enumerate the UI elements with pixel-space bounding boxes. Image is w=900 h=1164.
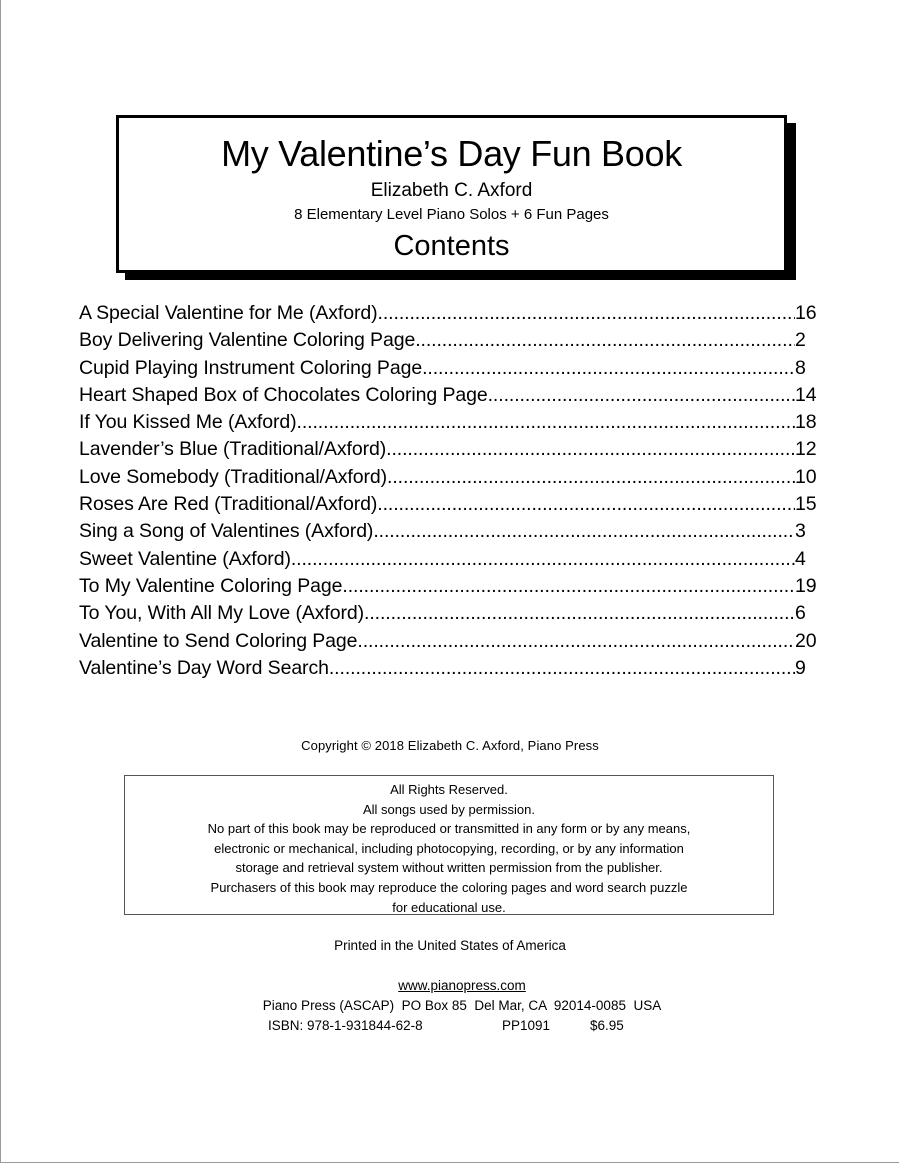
- toc-entry-title: Lavender’s Blue (Traditional/Axford): [79, 438, 387, 461]
- toc-entry-page: 20: [795, 629, 817, 652]
- toc-entry-title: Heart Shaped Box of Chocolates Coloring Page: [79, 383, 488, 406]
- toc-entry-page: 15: [795, 493, 817, 516]
- toc-entry-page: 18: [795, 411, 817, 434]
- dot-leader: [291, 548, 795, 571]
- title-box: [116, 115, 787, 273]
- toc-entry: [79, 329, 823, 356]
- toc-entry-page: 6: [795, 602, 806, 625]
- copyright-notice: Copyright © 2018 Elizabeth C. Axford, Piano Press: [301, 738, 599, 753]
- dot-leader: [364, 602, 795, 625]
- book-price: $6.95: [590, 1018, 624, 1033]
- rights-line: Purchasers of this book may reproduce the coloring pages and word search puzzle: [210, 879, 688, 895]
- dot-leader: [415, 329, 795, 352]
- dot-leader: [378, 302, 795, 325]
- toc-entry-title: Valentine’s Day Word Search: [79, 656, 329, 679]
- book-title: My Valentine’s Day Fun Book: [221, 133, 682, 174]
- toc-entry: [79, 602, 823, 629]
- toc-entry-title: Sweet Valentine (Axford): [79, 547, 291, 570]
- toc-entry-page: 8: [795, 356, 806, 379]
- toc-entry: [79, 384, 823, 411]
- dot-leader: [342, 575, 795, 598]
- rights-line: All Rights Reserved.: [390, 782, 508, 797]
- toc-entry-page: 4: [795, 547, 806, 570]
- toc-entry: [79, 520, 823, 547]
- publisher-website-link[interactable]: www.pianopress.com: [398, 978, 526, 993]
- table-of-contents: [79, 302, 823, 684]
- toc-entry: [79, 302, 823, 329]
- toc-entry: [79, 548, 823, 575]
- author-name: Elizabeth C. Axford: [370, 180, 533, 201]
- book-subtitle: 8 Elementary Level Piano Solos + 6 Fun Pages: [294, 206, 609, 223]
- toc-entry-page: 14: [795, 383, 817, 406]
- toc-entry-title: Boy Delivering Valentine Coloring Page: [79, 329, 416, 352]
- toc-entry-page: 2: [795, 329, 806, 352]
- printed-in-notice: Printed in the United States of America: [334, 938, 566, 953]
- isbn-number: ISBN: 978-1-931844-62-8: [268, 1018, 423, 1033]
- publisher-address: Piano Press (ASCAP) PO Box 85 Del Mar, CA 92014-0085 USA: [262, 998, 662, 1013]
- toc-entry-title: Valentine to Send Coloring Page: [79, 629, 358, 652]
- toc-entry: [79, 466, 823, 493]
- rights-notice-box: [124, 775, 774, 915]
- toc-entry-title: To My Valentine Coloring Page: [79, 574, 343, 597]
- rights-line: No part of this book may be reproduced or transmitted in any form or by any means,: [207, 821, 691, 837]
- toc-entry-title: If You Kissed Me (Axford): [79, 411, 297, 434]
- toc-entry: [79, 630, 823, 657]
- toc-entry-page: 9: [795, 656, 806, 679]
- toc-entry-title: A Special Valentine for Me (Axford): [79, 302, 378, 324]
- rights-line: All songs used by permission.: [363, 801, 535, 817]
- toc-entry-title: Cupid Playing Instrument Coloring Page: [79, 356, 423, 379]
- toc-entry-title: Love Somebody (Traditional/Axford): [79, 465, 388, 488]
- toc-entry: [79, 438, 823, 465]
- toc-entry: [79, 357, 823, 384]
- dot-leader: [329, 657, 795, 680]
- dot-leader: [373, 520, 795, 543]
- dot-leader: [297, 411, 795, 434]
- toc-entry-title: Roses Are Red (Traditional/Axford): [79, 493, 378, 516]
- toc-entry-page: 16: [795, 302, 817, 324]
- rights-line: storage and retrieval system without written permission from the publisher.: [235, 860, 663, 876]
- toc-entry: [79, 657, 823, 684]
- toc-entry-page: 12: [795, 438, 817, 461]
- dot-leader: [488, 384, 795, 407]
- toc-entry: [79, 493, 823, 520]
- dot-leader: [387, 466, 795, 489]
- toc-entry-page: 19: [795, 574, 817, 597]
- rights-line: for educational use.: [392, 899, 506, 915]
- toc-entry-title: To You, With All My Love (Axford): [79, 602, 364, 625]
- toc-entry-page: 10: [795, 465, 817, 488]
- toc-entry-page: 3: [795, 520, 806, 543]
- toc-entry: [79, 411, 823, 438]
- product-code: PP1091: [502, 1018, 551, 1033]
- toc-entry-title: Sing a Song of Valentines (Axford): [79, 520, 374, 543]
- dot-leader: [357, 630, 795, 653]
- publication-codes: [268, 1018, 624, 1033]
- dot-leader: [422, 357, 795, 380]
- rights-line: electronic or mechanical, including photocopying, recording, or by any information: [214, 840, 684, 856]
- dot-leader: [377, 493, 795, 516]
- contents-heading: Contents: [393, 230, 510, 262]
- dot-leader: [386, 438, 795, 461]
- toc-entry: [79, 575, 823, 602]
